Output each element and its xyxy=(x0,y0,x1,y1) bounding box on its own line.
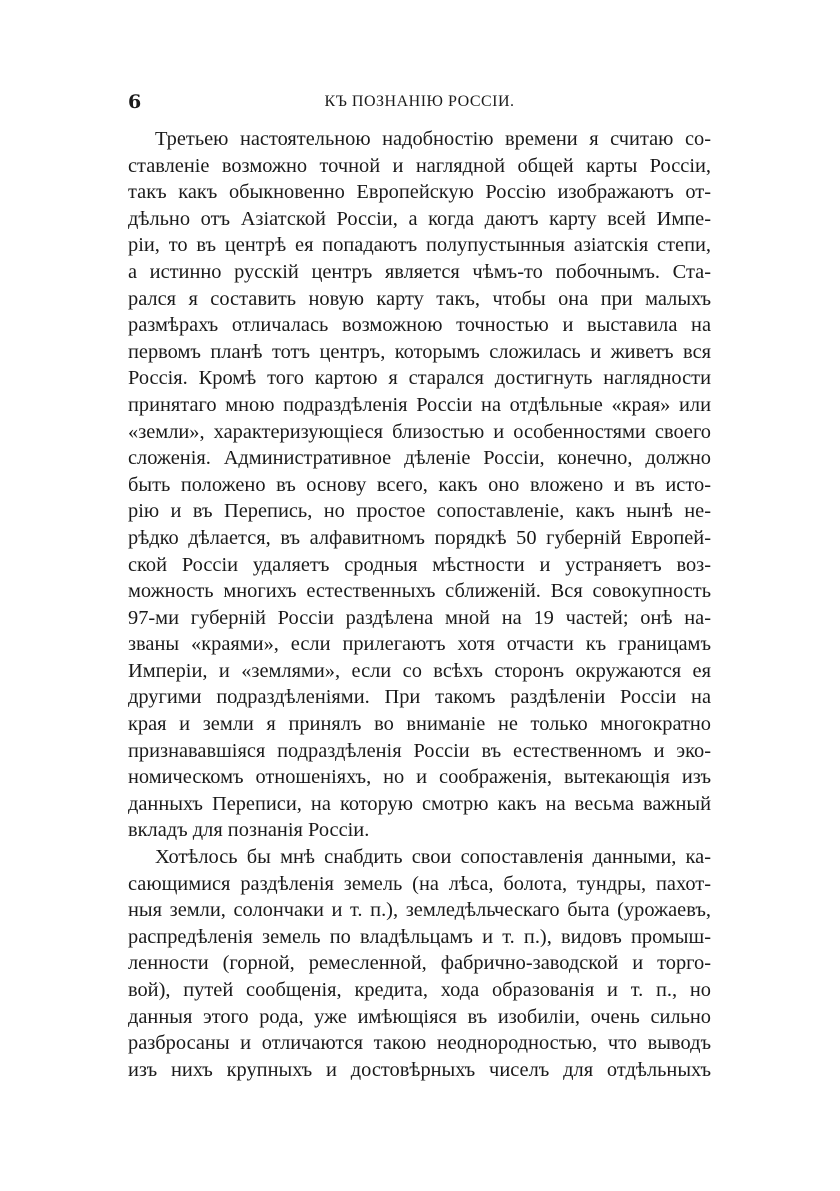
text-line: а истинно русскій центръ является чѣмъ-то побочнымъ. Ста- xyxy=(128,260,711,283)
page-number: 6 xyxy=(128,91,142,113)
text-line: сложенія. Административное дѣленіе Россіи, конечно, должно xyxy=(128,447,711,470)
text-line: рался я составить новую карту такъ, чтобы она при малыхъ xyxy=(128,287,711,310)
text-line: Хотѣлось бы мнѣ снабдить свои сопоставленія данными, ка- xyxy=(155,846,711,869)
text-line: быть положено въ основу всего, какъ оно вложено и въ исто- xyxy=(128,473,711,496)
text-line: номическомъ отношеніяхъ, но и соображенія, вытекающія изъ xyxy=(128,766,711,789)
text-line: края и земли я принялъ во вниманіе не только многократно xyxy=(128,713,711,736)
text-line: Россія. Кромѣ того картою я старался достигнуть наглядности xyxy=(128,367,711,390)
text-line: ставленіе возможно точной и наглядной общей карты Россіи, xyxy=(128,154,711,177)
text-line: Имперіи, и «землями», если со всѣхъ сторонъ окружаются ея xyxy=(128,659,711,682)
running-head xyxy=(128,88,711,116)
body-text xyxy=(128,126,711,1083)
text-line: разбросаны и отличаются такою неоднородностью, что выводъ xyxy=(128,1032,711,1055)
text-line: размѣрахъ отличалась возможною точностью и выставила на xyxy=(128,314,711,337)
text-line: можность многихъ естественныхъ сближеній. Вся совокупность xyxy=(128,580,711,603)
text-line: ріи, то въ центрѣ ея попадаютъ полупустынныя азіатскія степи, xyxy=(128,234,711,257)
text-line: ленности (горной, ремесленной, фабрично-заводской и торго- xyxy=(128,952,711,975)
text-line: другими подраздѣленіями. При такомъ раздѣленіи Россіи на xyxy=(128,686,711,709)
text-line: вкладъ для познанія Россіи. xyxy=(128,819,370,842)
text-line: изъ нихъ крупныхъ и достовѣрныхъ чиселъ для отдѣльныхъ xyxy=(128,1058,711,1081)
text-line: ныя земли, солончаки и т. п.), земледѣльческаго быта (урожаевъ, xyxy=(128,899,711,922)
text-line: такъ какъ обыкновенно Европейскую Россію изображаютъ от- xyxy=(128,181,711,204)
text-line: рію и въ Перепись, но простое сопоставленіе, какъ нынѣ не- xyxy=(128,500,711,523)
text-line: дѣльно отъ Азіатской Россіи, а когда даютъ карту всей Импе- xyxy=(128,207,711,230)
text-line: 97-ми губерній Россіи раздѣлена мной на 19 частей; онѣ на- xyxy=(128,606,711,629)
text-line: данныхъ Переписи, на которую смотрю какъ на весьма важный xyxy=(128,792,711,815)
text-line: принятаго мною подраздѣленія Россіи на отдѣльные «края» или xyxy=(128,393,711,416)
text-line: вой), путей сообщенія, кредита, хода образованія и т. п., но xyxy=(128,979,711,1001)
text-line: ской Россіи удаляетъ сродныя мѣстности и устраняетъ воз- xyxy=(128,553,711,576)
text-line: сающимися раздѣленія земель (на лѣса, болота, тундры, пахот- xyxy=(128,872,711,895)
text-line: рѣдко дѣлается, въ алфавитномъ порядкѣ 50 губерній Европей- xyxy=(128,526,711,549)
text-line: признававшіяся подраздѣленія Россіи въ естественномъ и эко- xyxy=(128,739,711,762)
text-line: званы «краями», если прилегаютъ хотя отчасти къ границамъ xyxy=(128,633,711,656)
running-title: КЪ ПОЗНАНІЮ РОССІИ. xyxy=(324,93,515,110)
text-line: «земли», характеризующіеся близостью и особенностями своего xyxy=(128,420,711,443)
text-line: первомъ планѣ тотъ центръ, которымъ сложилась и живетъ вся xyxy=(128,340,711,363)
text-line: распредѣленія земель по владѣльцамъ и т. п.), видовъ промыш- xyxy=(128,925,711,948)
text-line: данныя этого рода, уже имѣющіяся въ изобиліи, очень сильно xyxy=(128,1005,711,1028)
text-line: Третьею настоятельною надобностію времени я считаю со- xyxy=(155,128,711,150)
